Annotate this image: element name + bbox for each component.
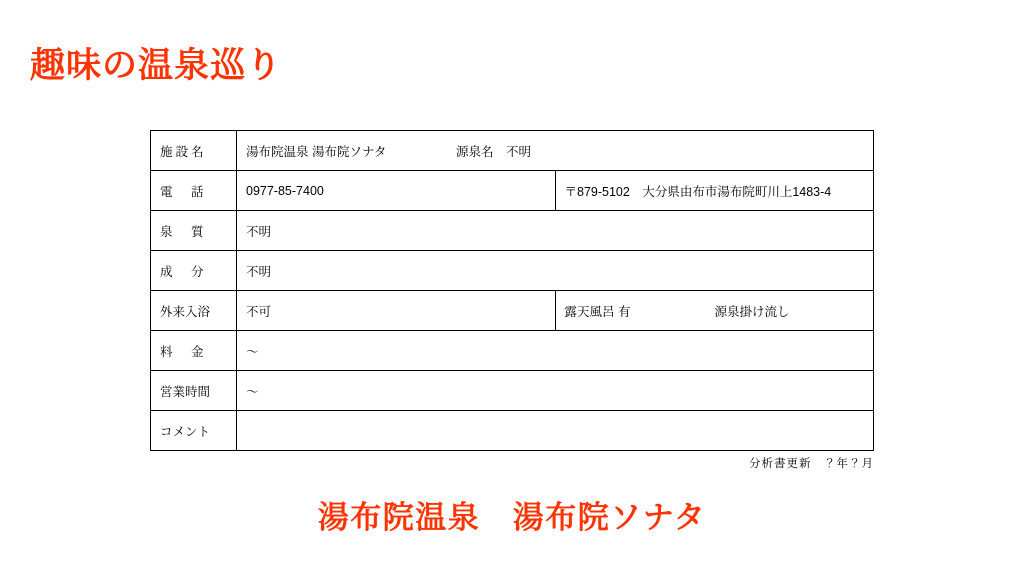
row-label-facility-name: 施設名: [151, 131, 237, 171]
open-air-bath-label: 露天風呂 有: [564, 304, 631, 319]
row-label-components: 成 分: [151, 251, 237, 291]
row-label-business-hours: 営業時間: [151, 371, 237, 411]
row-value-facility-name: [237, 131, 874, 171]
table-row: [151, 211, 874, 251]
facility-name-value: 湯布院温泉 湯布院ソナタ: [246, 144, 387, 159]
spring-source-name-value: 源泉名 不明: [456, 144, 532, 159]
components-value: 不明: [237, 251, 874, 291]
row-label-spring-quality: 泉 質: [151, 211, 237, 251]
free-flowing-source-label: 源泉掛け流し: [714, 304, 790, 319]
table-row: [151, 291, 874, 331]
table-row: [151, 251, 874, 291]
day-bathing-value: 不可: [237, 291, 556, 331]
row-label-fee: 料 金: [151, 331, 237, 371]
row-label-comment: コメント: [151, 411, 237, 451]
row-label-phone: 電 話: [151, 171, 237, 211]
analysis-update-note: 分析書更新 ？年？月: [749, 458, 874, 470]
row-label-day-bathing: 外来入浴: [151, 291, 237, 331]
table-row: [151, 171, 874, 211]
table-row: [151, 331, 874, 371]
fee-value: 〜: [237, 331, 874, 371]
table-row: [151, 371, 874, 411]
phone-number-value: 0977-85-7400: [237, 171, 556, 211]
business-hours-value: 〜: [237, 371, 874, 411]
open-air-bath-value: [555, 291, 874, 331]
onsen-info-table: [150, 130, 874, 451]
comment-value: [237, 411, 874, 451]
page-title: 趣味の温泉巡り: [30, 46, 283, 85]
table-row: [151, 131, 874, 171]
bottom-title: 湯布院温泉 湯布院ソナタ: [317, 500, 707, 535]
table-row: [151, 411, 874, 451]
address-value: 〒879-5102 大分県由布市湯布院町川上1483-4: [555, 171, 874, 211]
spring-quality-value: 不明: [237, 211, 874, 251]
